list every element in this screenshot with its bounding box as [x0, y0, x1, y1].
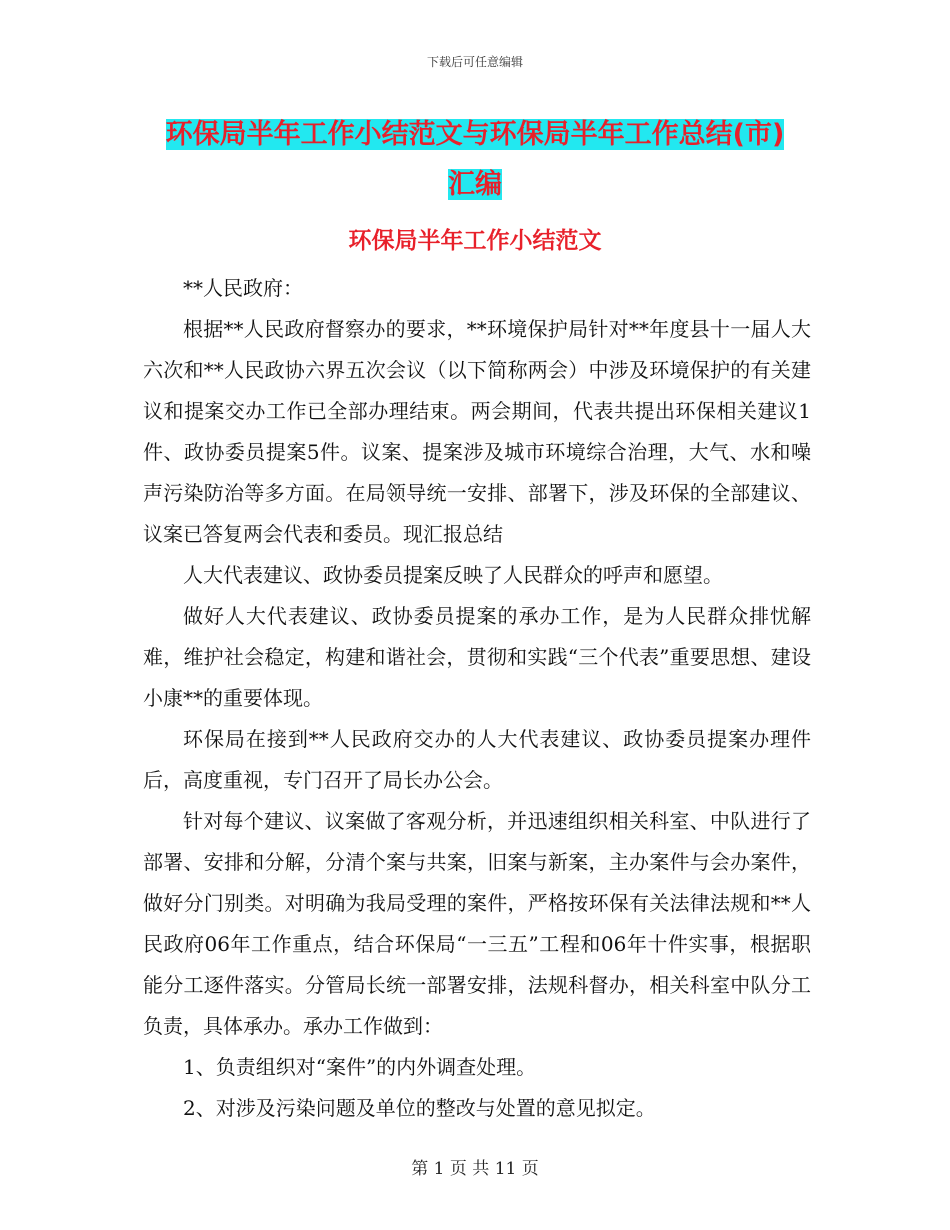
- list-item: 2、对涉及污染问题及单位的整改与处置的意见拟定。: [183, 1096, 656, 1120]
- document-body: [143, 276, 811, 1129]
- paragraph: 根据**人民政府督察办的要求，**环境保护局针对**年度县十一届人大六次和**人民政协六界五次会议（以下简称两会）中涉及环境保护的有关建议和提案交办工作已全部办理结束。两会期间，代表共提出环保相关建议1件、政协委员提案5件。议案、提案涉及城市环境综合治理，大气、水和噪声污染防治等多方面。在局领导统一安排、部署下，涉及环保的全部建议、议案已答复两会代表和委员。现汇报总结: [143, 317, 811, 546]
- list-item: 1、负责组织对“案件”的内外调查处理。: [183, 1055, 537, 1079]
- document-title: [0, 110, 950, 210]
- section-title: 环保局半年工作小结范文: [348, 228, 602, 254]
- paragraph: 人大代表建议、政协委员提案反映了人民群众的呼声和愿望。: [183, 563, 723, 587]
- document-title-line-2: 汇编: [448, 169, 502, 200]
- header-note: 下载后可任意编辑: [426, 55, 523, 69]
- salutation: **人民政府：: [183, 276, 303, 300]
- page-number: 第 1 页 共 11 页: [411, 1159, 539, 1179]
- document-title-line-1: 环保局半年工作小结范文与环保局半年工作总结(市): [165, 119, 785, 150]
- paragraph: 针对每个建议、议案做了客观分析，并迅速组织相关科室、中队进行了部署、安排和分解，分清个案与共案，旧案与新案，主办案件与会办案件，做好分门别类。对明确为我局受理的案件，严格按环保有关法律法规和**人民政府06年工作重点，结合环保局“一三五”工程和06年十件实事，根据职能分工逐件落实。分管局长统一部署安排，法规科督办，相关科室中队分工负责，具体承办。承办工作做到：: [143, 809, 811, 1038]
- paragraph: 做好人大代表建议、政协委员提案的承办工作，是为人民群众排忧解难，维护社会稳定，构建和谐社会，贯彻和实践“三个代表”重要思想、建设小康**的重要体现。: [143, 604, 811, 710]
- paragraph: 环保局在接到**人民政府交办的人大代表建议、政协委员提案办理件后，高度重视，专门召开了局长办公会。: [143, 727, 811, 792]
